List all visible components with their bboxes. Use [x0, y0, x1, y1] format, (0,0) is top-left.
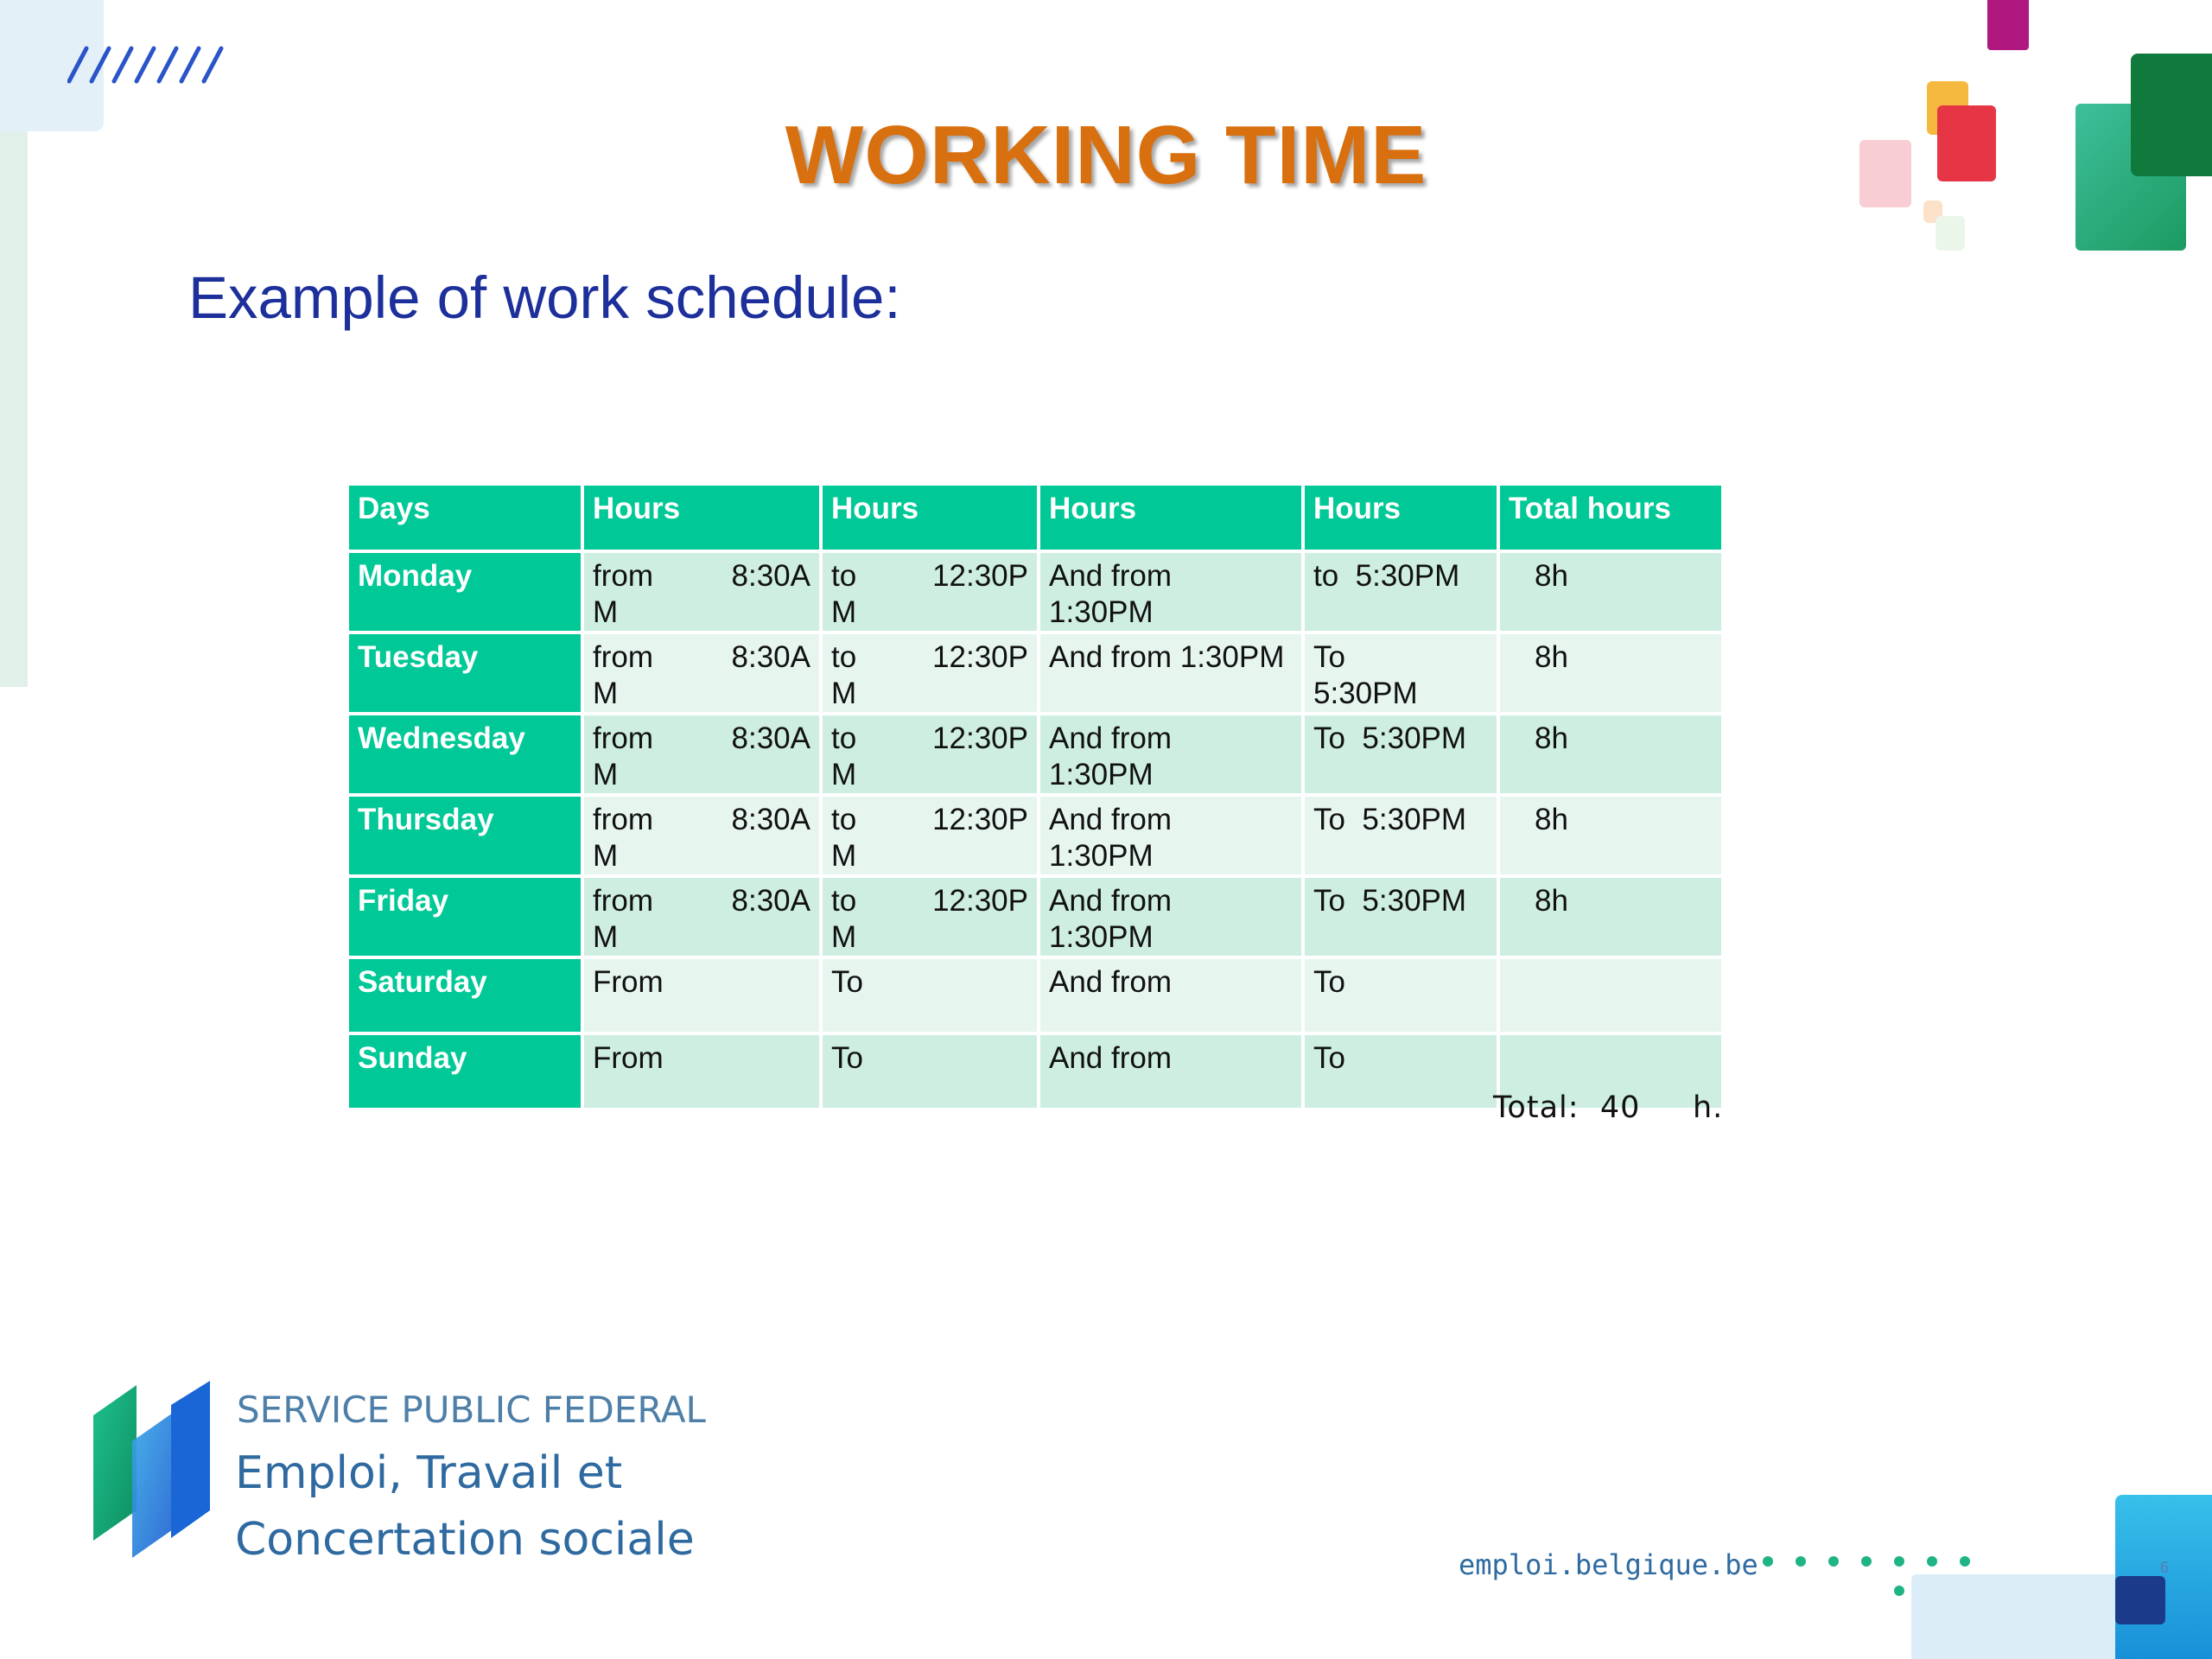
start-time-cell: from 8:30A M	[584, 634, 819, 712]
decorative-slashes-icon	[67, 43, 227, 86]
page-title: WORKING TIME	[785, 109, 1427, 201]
day-cell: Thursday	[349, 797, 581, 874]
spf-logo-icon	[85, 1381, 214, 1571]
table-row	[349, 797, 1721, 874]
start-time-cell: from 8:30A M	[584, 553, 819, 631]
column-header: Hours	[584, 486, 819, 550]
total-hours-cell: 8h	[1500, 715, 1721, 793]
day-cell: Friday	[349, 878, 581, 956]
day-cell: Wednesday	[349, 715, 581, 793]
start-time-cell: from 8:30A M	[584, 797, 819, 874]
day-cell: Monday	[349, 553, 581, 631]
table-row	[349, 959, 1721, 1032]
total-hours-cell: 8h	[1500, 797, 1721, 874]
page-number: 6	[2160, 1559, 2170, 1576]
start-time-cell: from 8:30A M	[584, 715, 819, 793]
column-header: Hours	[1040, 486, 1301, 550]
total-value: 40	[1599, 1090, 1641, 1125]
website-link[interactable]: emploi.belgique.be	[1459, 1548, 1758, 1581]
end-time-cell: to 12:30P M	[823, 553, 1037, 631]
column-header: Total hours	[1500, 486, 1721, 550]
column-header: Days	[349, 486, 581, 550]
start-time-cell: From	[584, 1035, 819, 1108]
afternoon-start-cell: And from 1:30PM	[1040, 553, 1301, 631]
end-time-cell: to 12:30P M	[823, 878, 1037, 956]
table-header-row	[349, 486, 1721, 550]
end-time-cell: to 12:30P M	[823, 797, 1037, 874]
column-header: Hours	[823, 486, 1037, 550]
total-hours-cell: 8h	[1500, 553, 1721, 631]
table-row	[349, 553, 1721, 631]
section-subtitle: Example of work schedule:	[188, 264, 901, 331]
start-time-cell: from 8:30A M	[584, 878, 819, 956]
afternoon-start-cell: And from 1:30PM	[1040, 797, 1301, 874]
table-row	[349, 715, 1721, 793]
start-time-cell: From	[584, 959, 819, 1032]
org-name-line2: Emploi, Travail et	[235, 1447, 623, 1499]
table-row	[349, 634, 1721, 712]
column-header: Hours	[1305, 486, 1497, 550]
work-schedule-table	[346, 482, 1725, 1111]
afternoon-end-cell: To	[1305, 959, 1497, 1032]
afternoon-end-cell: To 5:30PM	[1305, 715, 1497, 793]
org-name-line1: SERVICE PUBLIC FEDERAL	[237, 1389, 706, 1431]
afternoon-end-cell: To 5:30PM	[1305, 634, 1497, 712]
end-time-cell: To	[823, 959, 1037, 1032]
afternoon-end-cell: To 5:30PM	[1305, 797, 1497, 874]
navy-square	[2115, 1576, 2165, 1624]
magenta-square	[1987, 0, 2029, 50]
total-label: Total:	[1493, 1090, 1580, 1125]
afternoon-start-cell: And from 1:30PM	[1040, 634, 1301, 712]
end-time-cell: to 12:30P M	[823, 634, 1037, 712]
day-cell: Saturday	[349, 959, 581, 1032]
afternoon-start-cell: And from 1:30PM	[1040, 878, 1301, 956]
afternoon-start-cell: And from 1:30PM	[1040, 715, 1301, 793]
end-time-cell: To	[823, 1035, 1037, 1108]
afternoon-end-cell: To 5:30PM	[1305, 878, 1497, 956]
weekly-total	[1493, 1090, 1723, 1125]
total-hours-cell: 8h	[1500, 878, 1721, 956]
afternoon-end-cell: to 5:30PM	[1305, 553, 1497, 631]
day-cell: Tuesday	[349, 634, 581, 712]
total-hours-cell: 8h	[1500, 634, 1721, 712]
end-time-cell: to 12:30P M	[823, 715, 1037, 793]
afternoon-end-cell: To	[1305, 1035, 1497, 1108]
total-hours-cell	[1500, 959, 1721, 1032]
afternoon-start-cell: And from	[1040, 1035, 1301, 1108]
day-cell: Sunday	[349, 1035, 581, 1108]
small-mint-square	[1936, 216, 1965, 251]
org-name-line3: Concertation sociale	[235, 1514, 695, 1566]
afternoon-start-cell: And from	[1040, 959, 1301, 1032]
table-row	[349, 878, 1721, 956]
total-unit: h.	[1693, 1090, 1724, 1125]
